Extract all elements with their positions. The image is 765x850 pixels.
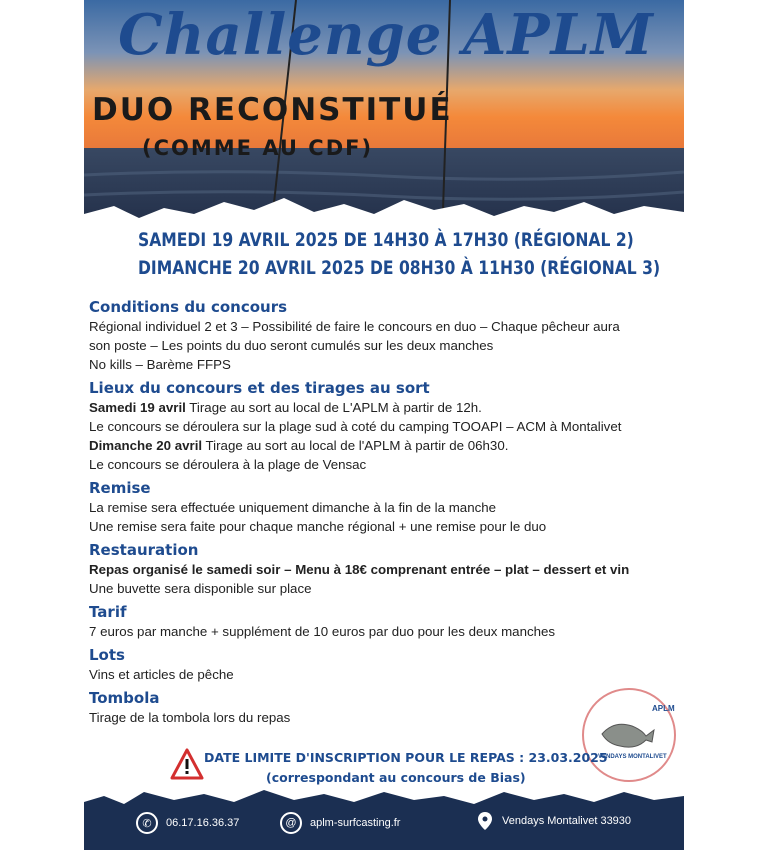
registration-deadline-note: (correspondant au concours de Bias) <box>266 770 526 785</box>
section-heading-restauration: Restauration <box>89 541 199 559</box>
remise-line: La remise sera effectuée uniquement dimanche à la fin de la manche <box>89 500 497 515</box>
at-icon: @ <box>280 812 302 834</box>
section-heading-lots: Lots <box>89 646 125 664</box>
sunday-label: Dimanche 20 avril <box>89 438 203 453</box>
logo-letters: APLM <box>652 704 675 713</box>
remise-line: Une remise sera faite pour chaque manche régional + une remise pour le duo <box>89 519 547 534</box>
date-line-sunday: DIMANCHE 20 AVRIL 2025 DE 08H30 À 11H30 (RÉGIONAL 3) <box>138 257 661 279</box>
sunday-text: Tirage au sort au local de l'APLM à partir de 06h30. <box>202 438 509 453</box>
phone-icon: ✆ <box>136 812 158 834</box>
fish-icon <box>602 724 654 747</box>
restauration-menu: Repas organisé le samedi soir – Menu à 18€ comprenant entrée – plat – dessert et vin <box>89 562 630 577</box>
conditions-line: No kills – Barème FFPS <box>89 357 231 372</box>
tombola-line: Tirage de la tombola lors du repas <box>89 710 291 725</box>
main-content <box>89 293 689 727</box>
footer-website[interactable] <box>280 812 400 834</box>
section-heading-remise: Remise <box>89 479 151 497</box>
aplm-logo <box>582 688 676 782</box>
restauration-line: Une buvette sera disponible sur place <box>89 581 312 596</box>
location-text: Vendays Montalivet 33930 <box>502 815 632 827</box>
logo-tagline: VENDAYS MONTALIVET <box>598 754 667 760</box>
location-pin-icon <box>478 812 492 830</box>
lots-line: Vins et articles de pêche <box>89 667 234 682</box>
conditions-line: son poste – Les points du duo seront cumulés sur les deux manches <box>89 338 494 353</box>
saturday-label: Samedi 19 avril <box>89 400 186 415</box>
tarif-line: 7 euros par manche + supplément de 10 euros par duo pour les deux manches <box>89 624 556 639</box>
event-dates <box>84 226 684 282</box>
lieux-saturday-place: Le concours se déroulera sur la plage sud à coté du camping TOOAPI – ACM à Montalivet <box>89 419 622 434</box>
event-subtitle: DUO RECONSTITUÉ <box>92 92 453 128</box>
conditions-line: Régional individuel 2 et 3 – Possibilité de faire le concours en duo – Chaque pêcheur aura <box>89 319 620 334</box>
footer-phone[interactable] <box>136 812 239 834</box>
section-heading-tarif: Tarif <box>89 603 127 621</box>
lieux-sunday-place: Le concours se déroulera à la plage de Vensac <box>89 457 367 472</box>
lieux-sunday <box>89 436 689 455</box>
registration-deadline: DATE LIMITE D'INSCRIPTION POUR LE REPAS : 23.03.2025 <box>204 750 608 765</box>
phone-number: 06.17.16.36.37 <box>166 817 240 829</box>
website-link: aplm-surfcasting.fr <box>310 817 401 829</box>
date-line-saturday: SAMEDI 19 AVRIL 2025 DE 14H30 À 17H30 (RÉGIONAL 2) <box>138 229 634 251</box>
section-heading-lieux: Lieux du concours et des tirages au sort <box>89 379 430 397</box>
section-heading-conditions: Conditions du concours <box>89 298 288 316</box>
saturday-text: Tirage au sort au local de L'APLM à partir de 12h. <box>185 400 482 415</box>
lieux-saturday <box>89 398 689 417</box>
event-subtitle-note: (COMME AU CDF) <box>142 136 374 160</box>
section-heading-tombola: Tombola <box>89 689 160 707</box>
footer-location[interactable] <box>478 812 631 830</box>
event-title: Challenge APLM <box>118 2 654 68</box>
